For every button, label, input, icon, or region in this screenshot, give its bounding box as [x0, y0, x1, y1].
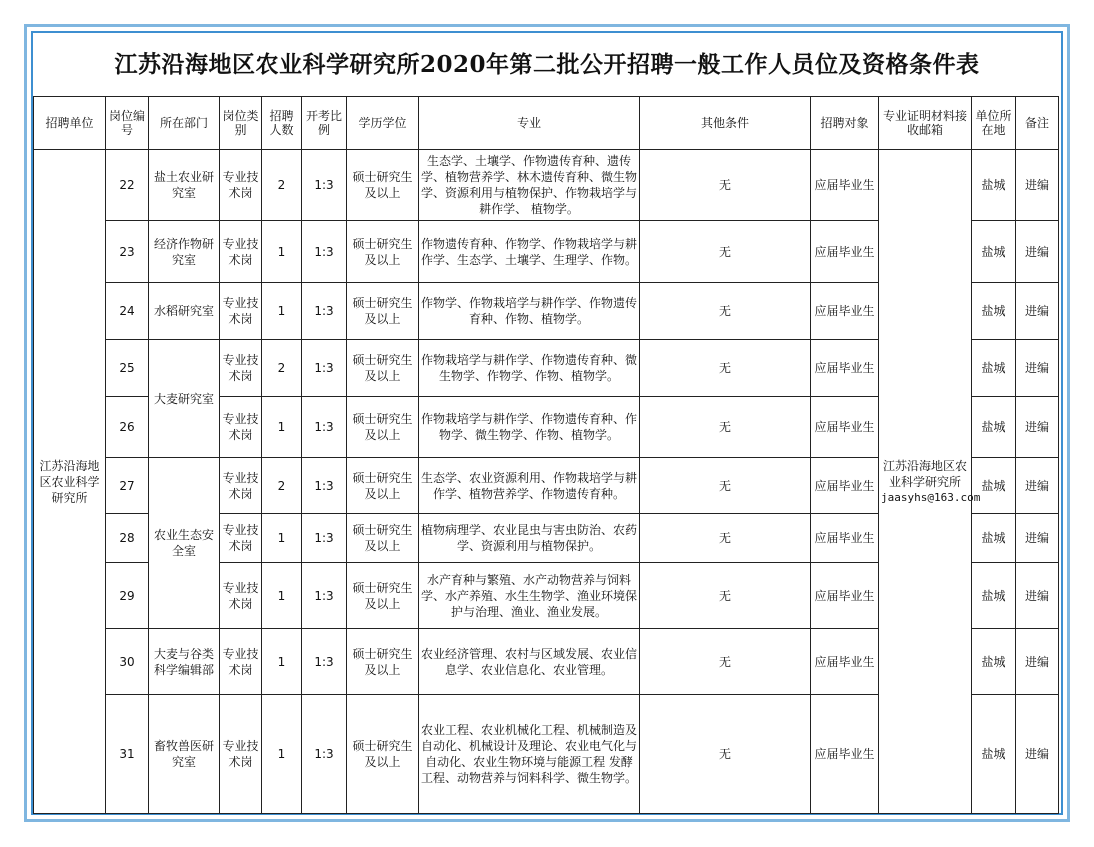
note: 进编: [1016, 514, 1059, 563]
major: 作物栽培学与耕作学、作物遗传育种、微生物学、作物学、作物、植物学。: [419, 340, 640, 397]
post-code: 31: [106, 695, 149, 814]
note: 进编: [1016, 150, 1059, 221]
education: 硕士研究生及以上: [347, 340, 419, 397]
email-address: jaasyhs@163.com: [881, 490, 981, 504]
ratio: 1:3: [302, 283, 347, 340]
major: 水产育种与繁殖、水产动物营养与饲料学、水产养殖、水生生物学、渔业环境保护与治理、渔业、渔业发展。: [419, 563, 640, 629]
header-education: 学历学位: [347, 97, 419, 150]
count: 1: [262, 397, 302, 458]
header-location: 单位所在地: [972, 97, 1016, 150]
post-type: 专业技术岗: [220, 514, 262, 563]
other-conditions: 无: [640, 629, 811, 695]
other-conditions: 无: [640, 458, 811, 514]
location: 盐城: [972, 563, 1016, 629]
post-type: 专业技术岗: [220, 150, 262, 221]
major: 作物学、作物栽培学与耕作学、作物遗传育种、作物、植物学。: [419, 283, 640, 340]
education: 硕士研究生及以上: [347, 514, 419, 563]
major: 作物遗传育种、作物学、作物栽培学与耕作学、生态学、土壤学、生理学、作物。: [419, 221, 640, 283]
count: 2: [262, 340, 302, 397]
other-conditions: 无: [640, 695, 811, 814]
other-conditions: 无: [640, 150, 811, 221]
count: 1: [262, 283, 302, 340]
page-title: 江苏沿海地区农业科学研究所2020年第二批公开招聘一般工作人员位及资格条件表: [114, 51, 980, 78]
post-code: 30: [106, 629, 149, 695]
count: 2: [262, 150, 302, 221]
email-cell: [879, 150, 981, 814]
note: 进编: [1016, 695, 1059, 814]
ratio: 1:3: [302, 150, 347, 221]
location: 盐城: [972, 514, 1016, 563]
count: 1: [262, 563, 302, 629]
header-ratio: 开考比例: [302, 97, 347, 150]
ratio: 1:3: [302, 514, 347, 563]
target: 应届毕业生: [811, 514, 879, 563]
target: 应届毕业生: [811, 221, 879, 283]
education: 硕士研究生及以上: [347, 563, 419, 629]
ratio: 1:3: [302, 221, 347, 283]
note: 进编: [1016, 458, 1059, 514]
post-type: 专业技术岗: [220, 563, 262, 629]
post-type: 专业技术岗: [220, 283, 262, 340]
target: 应届毕业生: [811, 629, 879, 695]
dept-cell: 经济作物研究室: [149, 221, 220, 283]
dept-cell: 盐土农业研究室: [149, 150, 220, 221]
header-count: 招聘人数: [262, 97, 302, 150]
location: 盐城: [972, 150, 1016, 221]
location: 盐城: [972, 458, 1016, 514]
note: 进编: [1016, 397, 1059, 458]
location: 盐城: [972, 340, 1016, 397]
post-code: 28: [106, 514, 149, 563]
count: 1: [262, 695, 302, 814]
header-other: 其他条件: [640, 97, 811, 150]
location: 盐城: [972, 283, 1016, 340]
dept-cell: 畜牧兽医研究室: [149, 695, 220, 814]
header-target: 招聘对象: [811, 97, 879, 150]
post-code: 29: [106, 563, 149, 629]
count: 2: [262, 458, 302, 514]
note: 进编: [1016, 563, 1059, 629]
dept-cell: 大麦与谷类科学编辑部: [149, 629, 220, 695]
other-conditions: 无: [640, 221, 811, 283]
post-type: 专业技术岗: [220, 458, 262, 514]
header-row: [34, 97, 1059, 150]
major: 农业工程、农业机械化工程、机械制造及自动化、机械设计及理论、农业电气化与自动化、农业生物环境与能源工程 发酵工程、动物营养与饲料科学、微生物学。: [419, 695, 640, 814]
post-type: 专业技术岗: [220, 397, 262, 458]
note: 进编: [1016, 629, 1059, 695]
post-type: 专业技术岗: [220, 221, 262, 283]
dept-cell: 水稻研究室: [149, 283, 220, 340]
table-row: [34, 150, 1059, 221]
other-conditions: 无: [640, 563, 811, 629]
note: 进编: [1016, 283, 1059, 340]
note: 进编: [1016, 340, 1059, 397]
major: 植物病理学、农业昆虫与害虫防治、农药学、资源利用与植物保护。: [419, 514, 640, 563]
ratio: 1:3: [302, 458, 347, 514]
header-email: 专业证明材料接收邮箱: [879, 97, 972, 150]
target: 应届毕业生: [811, 397, 879, 458]
target: 应届毕业生: [811, 283, 879, 340]
post-code: 22: [106, 150, 149, 221]
education: 硕士研究生及以上: [347, 150, 419, 221]
education: 硕士研究生及以上: [347, 695, 419, 814]
major: 生态学、农业资源利用、作物栽培学与耕作学、植物营养学、作物遗传育种。: [419, 458, 640, 514]
other-conditions: 无: [640, 514, 811, 563]
header-major: 专业: [419, 97, 640, 150]
post-code: 26: [106, 397, 149, 458]
ratio: 1:3: [302, 695, 347, 814]
unit-cell: 江苏沿海地区农业科学研究所: [34, 150, 106, 814]
education: 硕士研究生及以上: [347, 397, 419, 458]
header-unit: 招聘单位: [34, 97, 106, 150]
major: 生态学、土壤学、作物遗传育种、遗传学、植物营养学、林木遗传育种、微生物学、资源利用与植物保护、作物栽培学与耕作学、 植物学。: [419, 150, 640, 221]
note: 进编: [1016, 221, 1059, 283]
other-conditions: 无: [640, 340, 811, 397]
post-type: 专业技术岗: [220, 695, 262, 814]
ratio: 1:3: [302, 397, 347, 458]
education: 硕士研究生及以上: [347, 221, 419, 283]
post-code: 27: [106, 458, 149, 514]
header-note: 备注: [1016, 97, 1059, 150]
education: 硕士研究生及以上: [347, 283, 419, 340]
location: 盐城: [972, 629, 1016, 695]
count: 1: [262, 629, 302, 695]
other-conditions: 无: [640, 283, 811, 340]
count: 1: [262, 514, 302, 563]
education: 硕士研究生及以上: [347, 458, 419, 514]
major: 作物栽培学与耕作学、作物遗传育种、作物学、微生物学、作物、植物学。: [419, 397, 640, 458]
ratio: 1:3: [302, 629, 347, 695]
ratio: 1:3: [302, 340, 347, 397]
post-type: 专业技术岗: [220, 629, 262, 695]
target: 应届毕业生: [811, 458, 879, 514]
post-code: 23: [106, 221, 149, 283]
email-org: 江苏沿海地区农业科学研究所: [882, 458, 967, 489]
target: 应届毕业生: [811, 695, 879, 814]
header-dept: 所在部门: [149, 97, 220, 150]
target: 应届毕业生: [811, 563, 879, 629]
major: 农业经济管理、农村与区域发展、农业信息学、农业信息化、农业管理。: [419, 629, 640, 695]
post-code: 24: [106, 283, 149, 340]
header-post-code: 岗位编号: [106, 97, 149, 150]
post-type: 专业技术岗: [220, 340, 262, 397]
dept-cell: 农业生态安全室: [149, 458, 220, 629]
other-conditions: 无: [640, 397, 811, 458]
header-post-type: 岗位类别: [220, 97, 262, 150]
count: 1: [262, 221, 302, 283]
education: 硕士研究生及以上: [347, 629, 419, 695]
recruitment-table: [33, 96, 1059, 814]
target: 应届毕业生: [811, 340, 879, 397]
dept-cell: 大麦研究室: [149, 340, 220, 458]
location: 盐城: [972, 695, 1016, 814]
post-code: 25: [106, 340, 149, 397]
location: 盐城: [972, 221, 1016, 283]
ratio: 1:3: [302, 563, 347, 629]
target: 应届毕业生: [811, 150, 879, 221]
location: 盐城: [972, 397, 1016, 458]
